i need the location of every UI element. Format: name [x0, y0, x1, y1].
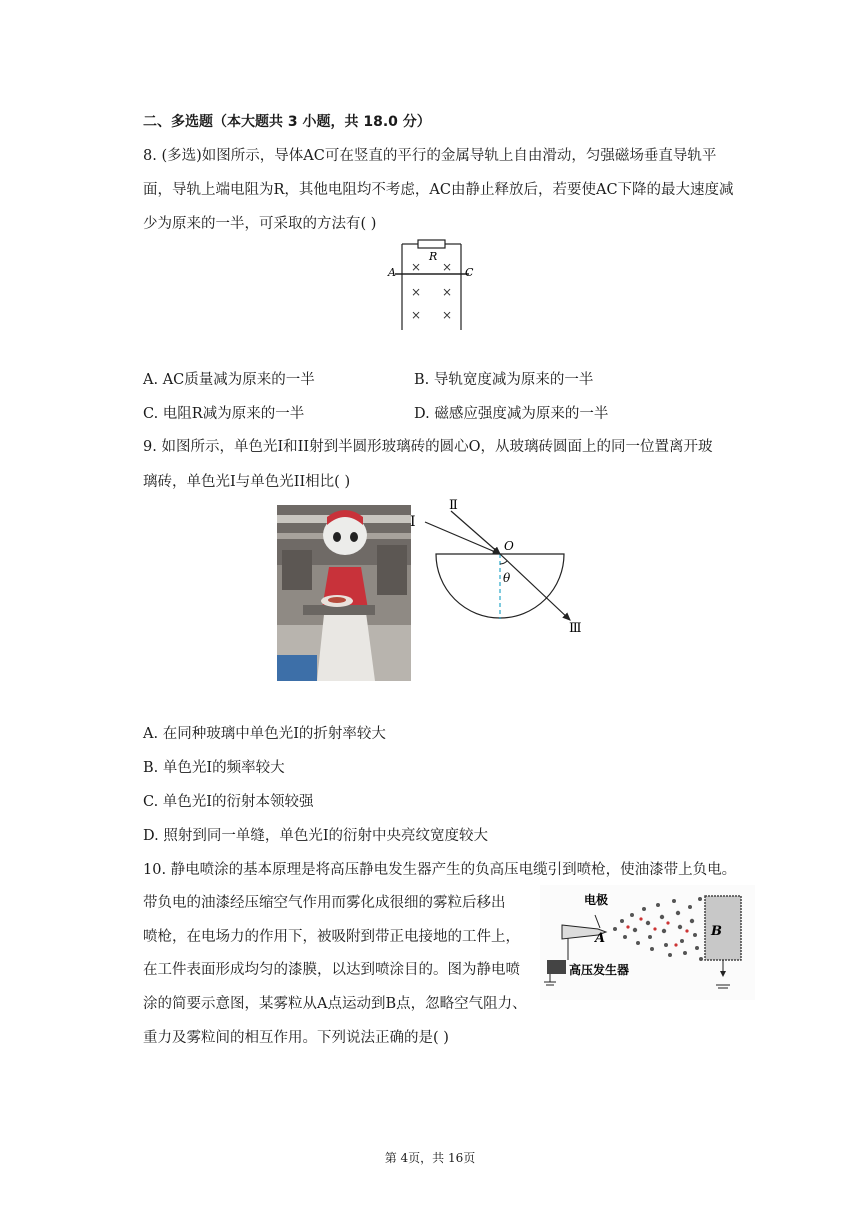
label-point-A: A: [595, 931, 606, 946]
q10-text-line1: 10. 静电喷涂的基本原理是将高压静电发生器产生的负高压电缆引到喷枪，使油漆带上负电。: [143, 862, 737, 878]
field-cross: ×: [411, 260, 422, 274]
q9-option-d: D. 照射到同一单缝，单色光I的衍射中央亮纹宽度较大: [143, 828, 489, 844]
q10-text-line3: 喷枪，在电场力的作用下，被吸附到带正电接地的工件上，: [143, 929, 520, 945]
q9-option-a: A. 在同种玻璃中单色光I的折射率较大: [143, 726, 386, 742]
field-cross: ×: [411, 308, 422, 322]
q9-text-line1: 9. 如图所示，单色光I和II射到半圆形玻璃砖的圆心O，从玻璃砖圆面上的同一位置离开玻: [143, 439, 713, 455]
ray-label-I: I: [410, 514, 416, 530]
resistor-R: [418, 240, 445, 248]
rail-circuit-figure: [385, 238, 485, 333]
page-footer: 第 4页，共 16页: [384, 1151, 476, 1165]
q9-text-line2: 璃砖，单色光I与单色光II相比( ): [143, 474, 351, 490]
label-point-B: B: [711, 924, 722, 939]
q10-text-line4: 在工件表面形成均匀的漆膜，以达到喷涂目的。图为静电喷: [143, 962, 520, 978]
angle-label-theta: θ: [503, 571, 511, 585]
field-cross: ×: [442, 308, 453, 322]
q10-text-line6: 重力及雾粒间的相互作用。下列说法正确的是( ): [143, 1030, 449, 1046]
q10-text-line5: 涂的简要示意图，某雾粒从A点运动到B点，忽略空气阻力、: [143, 996, 527, 1012]
q8-option-d: D. 磁感应强度减为原来的一半: [414, 406, 609, 422]
q8-text-line1: 8. (多选)如图所示，导体AC可在竖直的平行的金属导轨上自由滑动，匀强磁场垂直导轨平: [143, 148, 717, 164]
q10-text-line2: 带负电的油漆经压缩空气作用而雾化成很细的雾粒后移出: [143, 895, 506, 911]
q8-text-line3: 少为原来的一半，可采取的方法有( ): [143, 216, 377, 232]
section-header: 二、多选题（本大题共 3 小题，共 18.0 分）: [143, 114, 431, 130]
q8-option-c: C. 电阻R减为原来的一半: [143, 406, 305, 422]
q8-text-line2: 面，导轨上端电阻为R，其他电阻均不考虑，AC由静止释放后，若要使AC下降的最大速度减: [143, 182, 734, 198]
q9-option-c: C. 单色光I的衍射本领较强: [143, 794, 314, 810]
q8-option-a: A. AC质量减为原来的一半: [143, 372, 315, 388]
field-cross: ×: [442, 260, 453, 274]
electrostatic-spray-figure: [540, 885, 755, 1000]
field-cross: ×: [442, 285, 453, 299]
label-R: R: [429, 250, 438, 263]
q9-option-b: B. 单色光I的频率较大: [143, 760, 285, 776]
robot-photo: [277, 505, 411, 681]
glass-semicircle-figure: [405, 496, 590, 642]
label-C: C: [465, 266, 474, 279]
ray-label-II: Ⅱ: [449, 498, 458, 513]
label-electrode: 电极: [584, 893, 609, 907]
center-label-O: O: [504, 539, 514, 553]
label-generator: 高压发生器: [569, 963, 630, 977]
ray-label-III: Ⅲ: [569, 621, 582, 636]
label-A: A: [388, 266, 396, 279]
q8-option-b: B. 导轨宽度减为原来的一半: [414, 372, 594, 388]
field-cross: ×: [411, 285, 422, 299]
